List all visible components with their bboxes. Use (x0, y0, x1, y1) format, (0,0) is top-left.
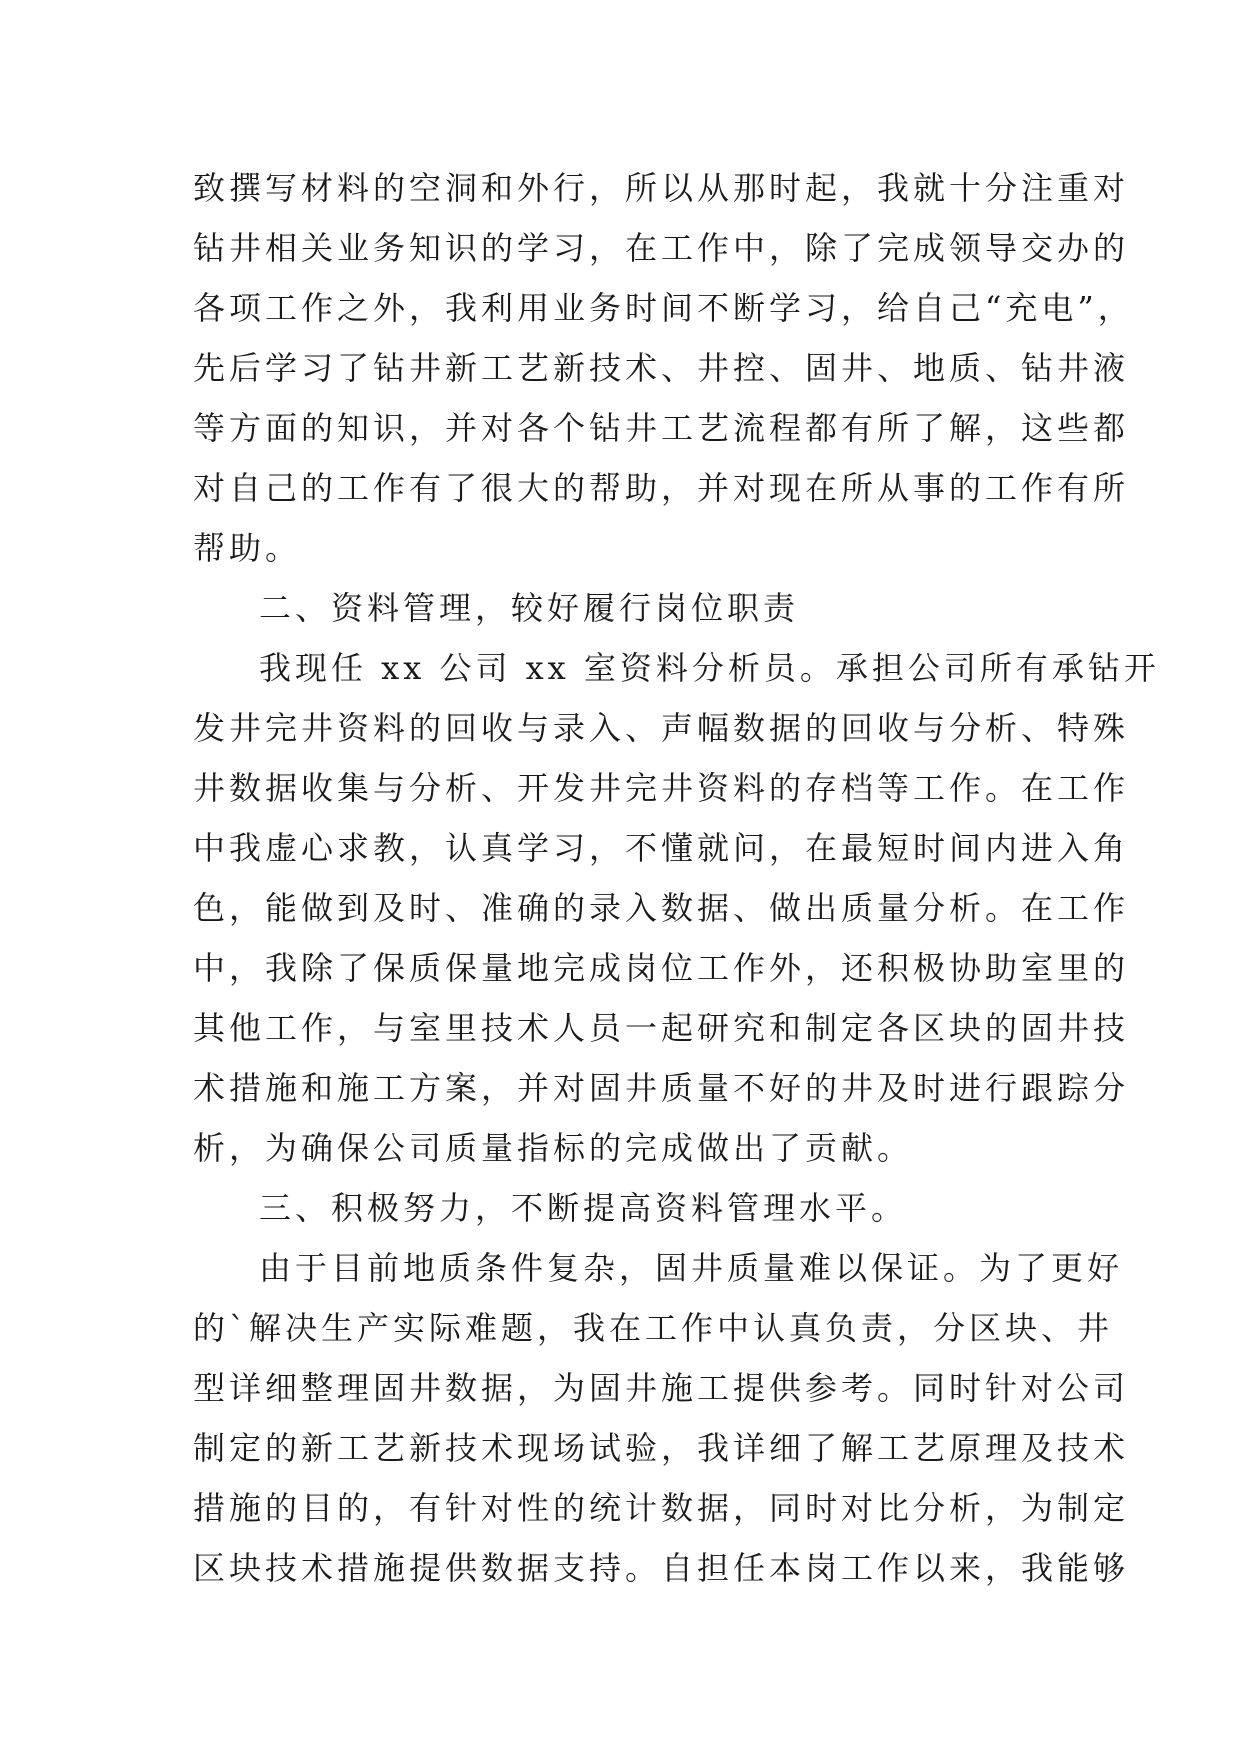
text-line: 色，能做到及时、准确的录入数据、做出质量分析。在工作 (193, 889, 1130, 927)
text-line: 析，为确保公司质量指标的完成做出了贡献。 (193, 1129, 914, 1167)
text-line: 钻井相关业务知识的学习，在工作中，除了完成领导交办的 (193, 229, 1130, 267)
text-line: 措施的目的，有针对性的统计数据，同时对比分析，为制定 (193, 1489, 1130, 1527)
text-line: 区块技术措施提供数据支持。自担任本岗工作以来，我能够 (193, 1549, 1130, 1587)
text-line: 型详细整理固井数据，为固井施工提供参考。同时针对公司 (193, 1369, 1130, 1407)
text-line: 各项工作之外，我利用业务时间不断学习，给自己“充电”， (193, 289, 1134, 327)
section-heading: 二、资料管理，较好履行岗位职责 (259, 589, 800, 627)
text-line: 由于目前地质条件复杂，固井质量难以保证。为了更好 (259, 1249, 1124, 1287)
document-body (193, 158, 1160, 1598)
text-line: 其他工作，与室里技术人员一起研究和制定各区块的固井技 (193, 1009, 1130, 1047)
text-line: 先后学习了钻井新工艺新技术、井控、固井、地质、钻井液 (193, 349, 1130, 387)
text-line: 对自己的工作有了很大的帮助，并对现在所从事的工作有所 (193, 469, 1130, 507)
text-line: 中，我除了保质保量地完成岗位工作外，还积极协助室里的 (193, 949, 1130, 987)
text-line: 致撰写材料的空洞和外行，所以从那时起，我就十分注重对 (193, 169, 1130, 207)
section-heading: 三、积极努力，不断提高资料管理水平。 (259, 1189, 908, 1227)
text-line: 术措施和施工方案，并对固井质量不好的井及时进行跟踪分 (193, 1069, 1130, 1107)
text-line: 井数据收集与分析、开发井完井资料的存档等工作。在工作 (193, 769, 1130, 807)
text-line: 等方面的知识，并对各个钻井工艺流程都有所了解，这些都 (193, 409, 1130, 447)
text-line: 的`解决生产实际难题，我在工作中认真负责，分区块、井 (193, 1309, 1114, 1347)
text-line: 中我虚心求教，认真学习，不懂就问，在最短时间内进入角 (193, 829, 1130, 867)
text-line: 发井完井资料的回收与录入、声幅数据的回收与分析、特殊 (193, 709, 1130, 747)
text-line: 我现任 xx 公司 xx 室资料分析员。承担公司所有承钻开 (259, 649, 1160, 687)
text-line: 帮助。 (193, 529, 302, 567)
text-line: 制定的新工艺新技术现场试验，我详细了解工艺原理及技术 (193, 1429, 1130, 1467)
